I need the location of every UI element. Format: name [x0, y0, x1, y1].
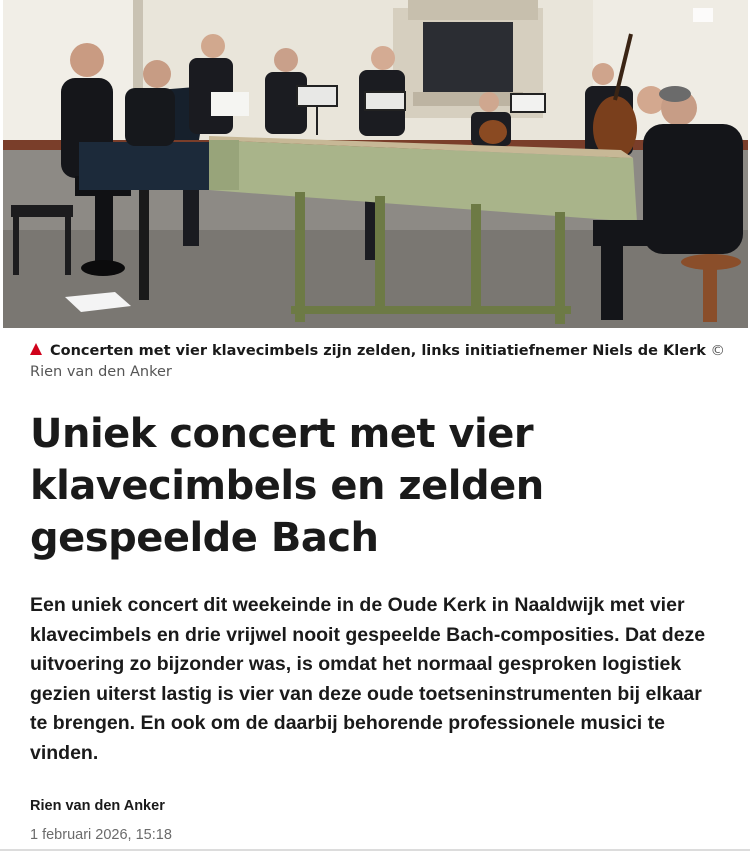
photo-caption — [30, 341, 730, 383]
article-lead: Een uniek concert dit weekeinde in de Oude Kerk in Naaldwijk met vier klavecimbels en drie vrijwel nooit gespeelde Bach-composities. Dat deze uitvoering zo bijzonder was, is omdat het normaal gesproken logistiek gezien uiterst lastig is vier van deze oude toetseninstrumenten bij elkaar te brengen. En ook om de daarbij behorende professionele musici te vinden. — [30, 594, 706, 764]
divider — [0, 849, 750, 851]
concert-photo-illustration — [3, 0, 748, 328]
photo-credit: © Rien van den Anker — [30, 343, 726, 380]
article-author[interactable]: Rien van den Anker — [30, 798, 165, 814]
article-date: 1 februari 2026, 15:18 — [30, 827, 172, 843]
caption-text: Concerten met vier klavecimbels zijn zelden, links initiatiefnemer Niels de Klerk — [50, 343, 706, 359]
article-headline: Uniek concert met vier klavecimbels en zelden gespeelde Bach — [30, 411, 544, 561]
article-hero-photo[interactable] — [3, 0, 748, 328]
caption-triangle-icon — [30, 343, 42, 355]
